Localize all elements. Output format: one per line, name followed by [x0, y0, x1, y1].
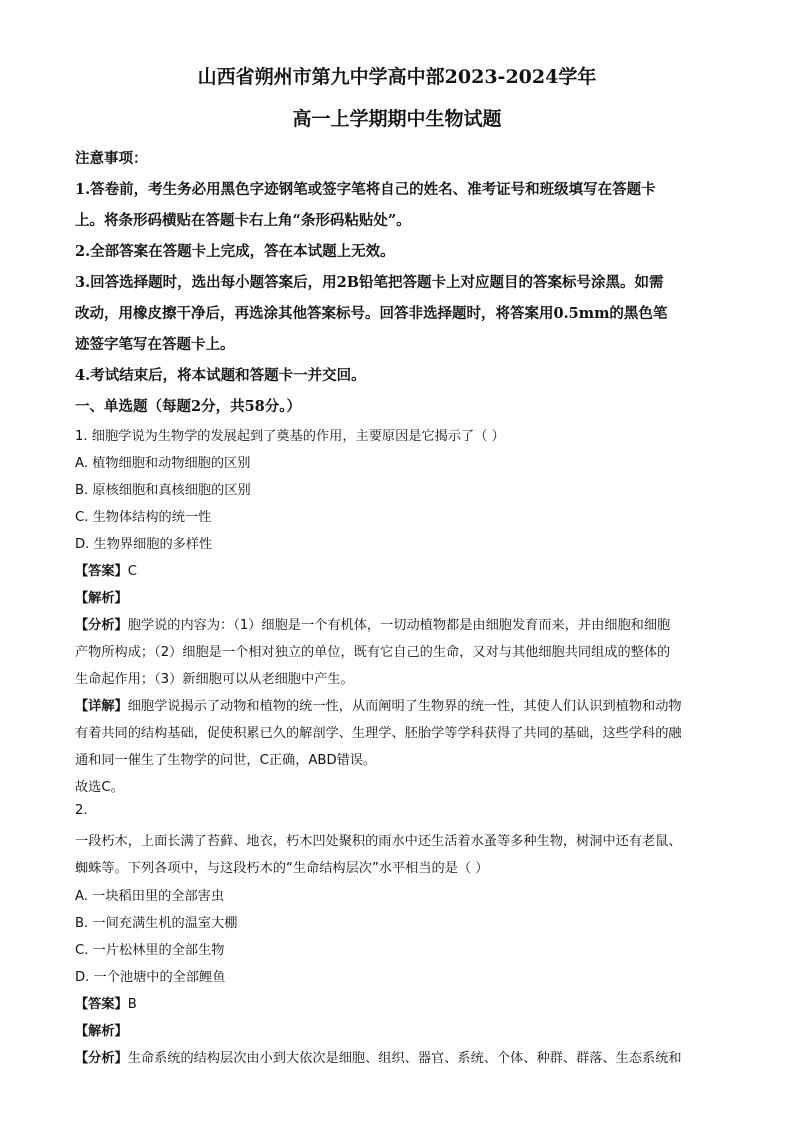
- section-heading: 一、单选题（每题2分，共58分。）: [75, 398, 302, 415]
- q2-stem-line: 一段朽木，上面长满了苔藓、地衣，朽木凹处聚积的雨水中还生活着水蚤等多种生物，树洞中还有老鼠、: [75, 834, 682, 849]
- notice-line: 迹签字笔写在答题卡上。: [75, 336, 235, 353]
- fenxi-text: 生命系统的结构层次由小到大依次是细胞、组织、器官、系统、个体、种群、群落、生态系统和: [127, 1051, 682, 1066]
- q1-fenxi-line: 产物所构成；（2）细胞是一个相对独立的单位，既有它自己的生命，又对与其他细胞共同组成的整体的: [75, 645, 671, 660]
- q1-xiangjie-line: [75, 695, 682, 714]
- q2-option-d: D. 一个池塘中的全部鲤鱼: [75, 970, 226, 985]
- xiangjie-tag: 【详解】: [75, 699, 128, 714]
- q1-option-d: D. 生物界细胞的多样性: [75, 537, 213, 552]
- q1-answer: [75, 560, 137, 579]
- answer-tag: 【答案】: [75, 564, 128, 579]
- answer-value: B: [127, 997, 137, 1012]
- fenxi-text: 胞学说的内容为：（1）细胞是一个有机体，一切动植物都是由细胞发育而来，并由细胞和细胞: [127, 618, 671, 633]
- notice-line: 2.全部答案在答题卡上完成，答在本试题上无效。: [75, 243, 395, 260]
- q2-option-a: A. 一块稻田里的全部害虫: [75, 889, 225, 904]
- notice-line: 4.考试结束后，将本试题和答题卡一并交回。: [75, 367, 366, 384]
- q1-xiangjie-line: 通和同一催生了生物学的问世，C正确，ABD错误。: [75, 753, 377, 768]
- xiangjie-text: 细胞学说揭示了动物和植物的统一性，从而阐明了生物界的统一性，其使人们认识到植物和动物: [127, 699, 682, 714]
- q2-option-b: B. 一间充满生机的温室大棚: [75, 916, 238, 931]
- q2-option-c: C. 一片松林里的全部生物: [75, 943, 225, 958]
- answer-value: C: [127, 564, 137, 579]
- q1-fenxi-line: 生命起作用；（3）新细胞可以从老细胞中产生。: [75, 672, 354, 687]
- q1-analysis-tag: [75, 587, 128, 606]
- q1-xiangjie-line: 有着共同的结构基础，促使积累已久的解剖学、生理学、胚胎学等学科获得了共同的基础，这些学科的融: [75, 726, 682, 741]
- notice-line: 改动，用橡皮擦干净后，再选涂其他答案标号。回答非选择题时，将答案用0.5mm的黑色笔: [75, 305, 668, 322]
- analysis-tag: 【解析】: [75, 1024, 128, 1039]
- q1-option-b: B. 原核细胞和真核细胞的区别: [75, 483, 251, 498]
- q1-choose: 故选C。: [75, 780, 124, 795]
- notice-line: 3.回答选择题时，选出每小题答案后，用2B铅笔把答题卡上对应题目的答案标号涂黑。如需: [75, 274, 664, 291]
- document-title-line2: 高一上学期期中生物试题: [292, 108, 502, 130]
- document-title-line1: 山西省朔州市第九中学高中部2023-2024学年: [197, 66, 597, 88]
- q2-number: 2.: [75, 803, 88, 818]
- q1-option-c: C. 生物体结构的统一性: [75, 510, 212, 525]
- q2-answer: [75, 993, 137, 1012]
- q1-fenxi-line: [75, 614, 670, 633]
- notice-line: 上。将条形码横贴在答题卡右上角“条形码粘贴处”。: [75, 212, 411, 229]
- notice-heading: 注意事项：: [75, 150, 148, 167]
- answer-tag: 【答案】: [75, 997, 128, 1012]
- fenxi-tag: 【分析】: [75, 618, 128, 633]
- q2-analysis-tag: [75, 1020, 128, 1039]
- q1-stem: 1. 细胞学说为生物学的发展起到了奠基的作用，主要原因是它揭示了（ ）: [75, 429, 505, 444]
- analysis-tag: 【解析】: [75, 591, 128, 606]
- q2-fenxi-line: [75, 1047, 682, 1066]
- fenxi-tag: 【分析】: [75, 1051, 128, 1066]
- notice-line: 1.答卷前，考生务必用黑色字迹钢笔或签字笔将自己的姓名、准考证号和班级填写在答题卡: [75, 181, 656, 198]
- q2-stem-line: 蜘蛛等。下列各项中，与这段朽木的“生命结构层次”水平相当的是（ ）: [75, 861, 489, 876]
- q1-option-a: A. 植物细胞和动物细胞的区别: [75, 456, 251, 471]
